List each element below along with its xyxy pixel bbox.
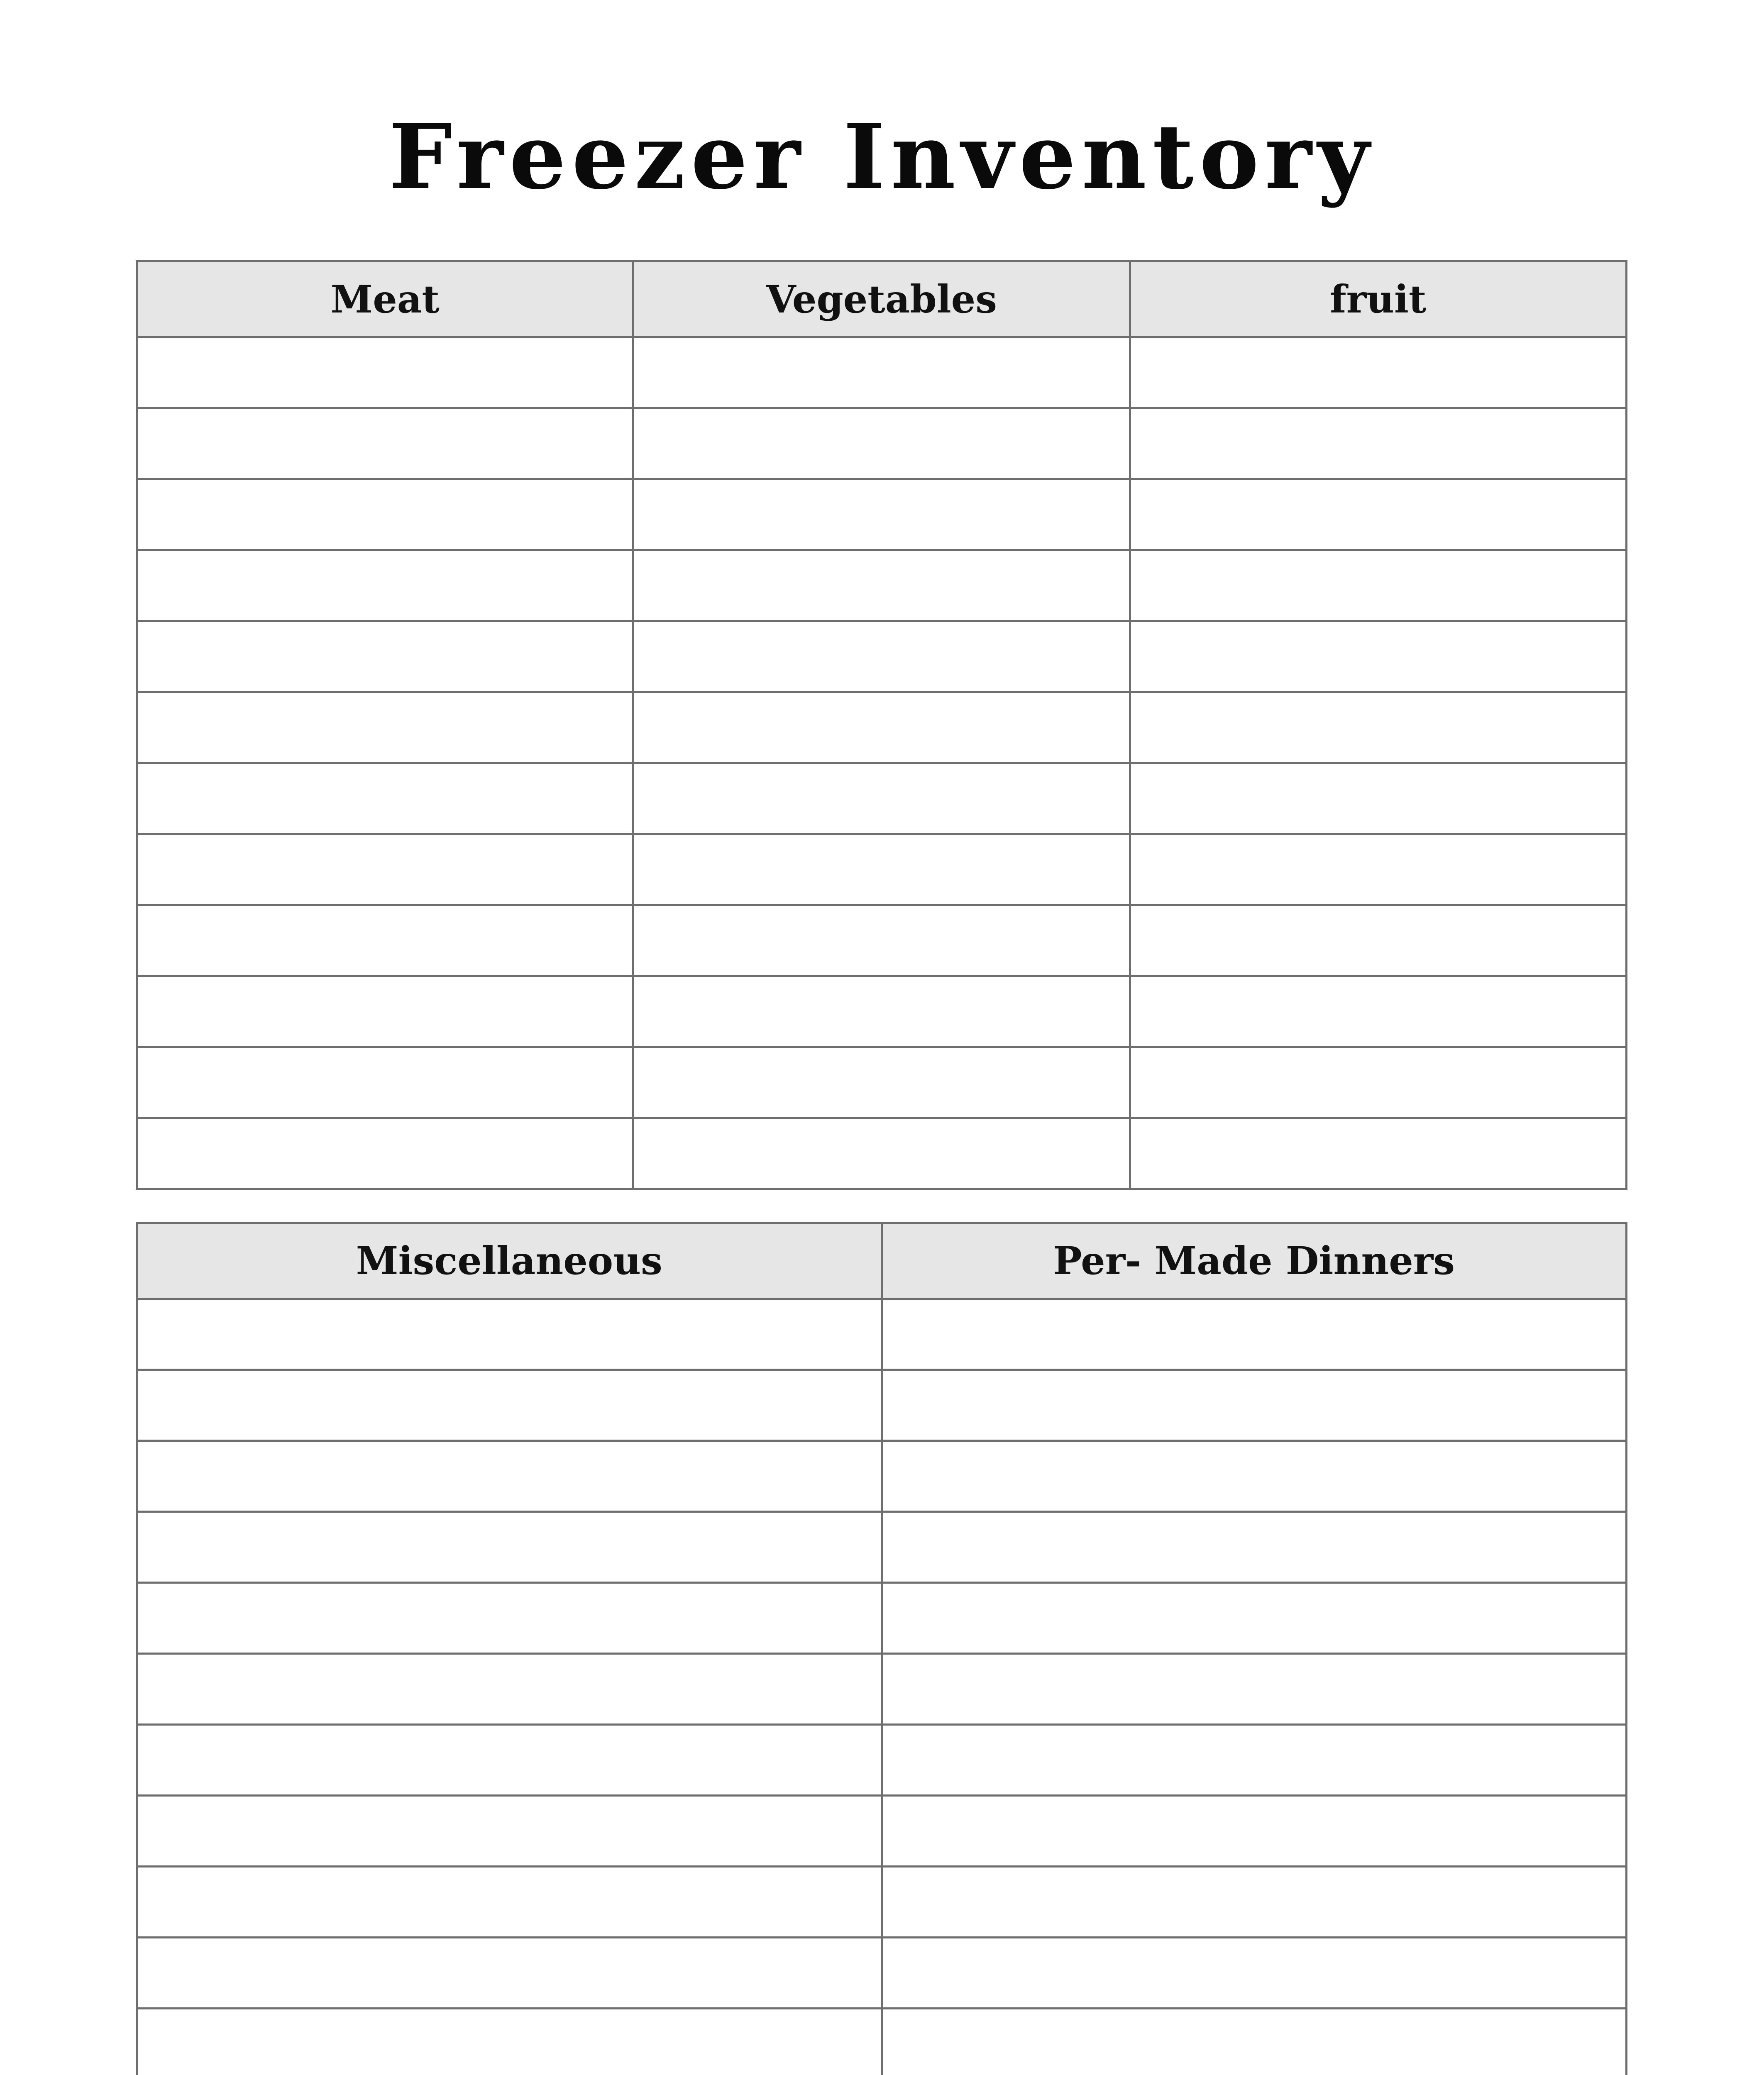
blank-entry-cell[interactable] [633, 834, 1130, 905]
table-row [137, 337, 1627, 408]
table-row [137, 1441, 1627, 1512]
blank-entry-cell[interactable] [882, 1796, 1627, 1867]
column-header-meat: Meat [137, 261, 633, 337]
blank-entry-cell[interactable] [882, 1370, 1627, 1441]
blank-entry-cell[interactable] [882, 1654, 1627, 1725]
blank-entry-cell[interactable] [633, 337, 1130, 408]
blank-entry-cell[interactable] [137, 976, 633, 1047]
blank-entry-cell[interactable] [137, 1867, 882, 1938]
blank-entry-cell[interactable] [1130, 905, 1626, 976]
blank-entry-cell[interactable] [137, 1796, 882, 1867]
blank-entry-cell[interactable] [633, 1118, 1130, 1189]
column-header-vegetables: Vegetables [633, 261, 1130, 337]
blank-entry-cell[interactable] [137, 834, 633, 905]
table-row [137, 1867, 1627, 1938]
table-row [137, 1118, 1627, 1189]
blank-entry-cell[interactable] [137, 692, 633, 763]
table-row [137, 1725, 1627, 1796]
column-header-pre-made-dinners: Per- Made Dinners [882, 1223, 1627, 1299]
blank-entry-cell[interactable] [1130, 834, 1626, 905]
blank-entry-cell[interactable] [137, 763, 633, 834]
blank-entry-cell[interactable] [1130, 1118, 1626, 1189]
table-row [137, 1299, 1627, 1370]
table-row [137, 834, 1627, 905]
blank-entry-cell[interactable] [882, 1938, 1627, 2009]
column-header-fruit: fruit [1130, 261, 1626, 337]
blank-entry-cell[interactable] [137, 550, 633, 621]
blank-entry-cell[interactable] [633, 408, 1130, 479]
table-body [137, 337, 1627, 1189]
blank-entry-cell[interactable] [137, 1725, 882, 1796]
blank-entry-cell[interactable] [137, 1047, 633, 1118]
table-row [137, 1654, 1627, 1725]
blank-entry-cell[interactable] [1130, 408, 1626, 479]
table-row [137, 550, 1627, 621]
table-row [137, 905, 1627, 976]
table-row [137, 763, 1627, 834]
blank-entry-cell[interactable] [633, 479, 1130, 550]
blank-entry-cell[interactable] [137, 1938, 882, 2009]
table-row [137, 408, 1627, 479]
blank-entry-cell[interactable] [882, 2009, 1627, 2075]
header-row [137, 261, 1627, 337]
table-row [137, 692, 1627, 763]
blank-entry-cell[interactable] [137, 479, 633, 550]
table-row [137, 2009, 1627, 2075]
blank-entry-cell[interactable] [1130, 763, 1626, 834]
blank-entry-cell[interactable] [633, 905, 1130, 976]
blank-entry-cell[interactable] [137, 905, 633, 976]
blank-entry-cell[interactable] [137, 1583, 882, 1654]
blank-entry-cell[interactable] [137, 1512, 882, 1583]
blank-entry-cell[interactable] [633, 621, 1130, 692]
blank-entry-cell[interactable] [633, 1047, 1130, 1118]
blank-entry-cell[interactable] [633, 763, 1130, 834]
inventory-table-top [136, 260, 1627, 1190]
blank-entry-cell[interactable] [137, 621, 633, 692]
blank-entry-cell[interactable] [137, 337, 633, 408]
table-row [137, 1512, 1627, 1583]
blank-entry-cell[interactable] [633, 976, 1130, 1047]
table-row [137, 621, 1627, 692]
blank-entry-cell[interactable] [1130, 621, 1626, 692]
blank-entry-cell[interactable] [882, 1512, 1627, 1583]
table-body [137, 1299, 1627, 2075]
blank-entry-cell[interactable] [882, 1299, 1627, 1370]
blank-entry-cell[interactable] [882, 1725, 1627, 1796]
inventory-table-bottom [136, 1222, 1627, 2075]
blank-entry-cell[interactable] [1130, 976, 1626, 1047]
blank-entry-cell[interactable] [137, 2009, 882, 2075]
blank-entry-cell[interactable] [1130, 692, 1626, 763]
blank-entry-cell[interactable] [633, 550, 1130, 621]
blank-entry-cell[interactable] [1130, 337, 1626, 408]
table-row [137, 976, 1627, 1047]
header-row [137, 1223, 1627, 1299]
table-row [137, 1370, 1627, 1441]
table-row [137, 1583, 1627, 1654]
table-row [137, 1796, 1627, 1867]
column-header-miscellaneous: Miscellaneous [137, 1223, 882, 1299]
blank-entry-cell[interactable] [882, 1867, 1627, 1938]
blank-entry-cell[interactable] [1130, 550, 1626, 621]
blank-entry-cell[interactable] [1130, 479, 1626, 550]
blank-entry-cell[interactable] [882, 1441, 1627, 1512]
blank-entry-cell[interactable] [882, 1583, 1627, 1654]
blank-entry-cell[interactable] [633, 692, 1130, 763]
blank-entry-cell[interactable] [137, 1370, 882, 1441]
table-row [137, 1047, 1627, 1118]
page-title: Freezer Inventory [388, 104, 1376, 209]
blank-entry-cell[interactable] [137, 1441, 882, 1512]
table-row [137, 479, 1627, 550]
blank-entry-cell[interactable] [137, 408, 633, 479]
blank-entry-cell[interactable] [137, 1118, 633, 1189]
blank-entry-cell[interactable] [1130, 1047, 1626, 1118]
table-row [137, 1938, 1627, 2009]
blank-entry-cell[interactable] [137, 1654, 882, 1725]
blank-entry-cell[interactable] [137, 1299, 882, 1370]
